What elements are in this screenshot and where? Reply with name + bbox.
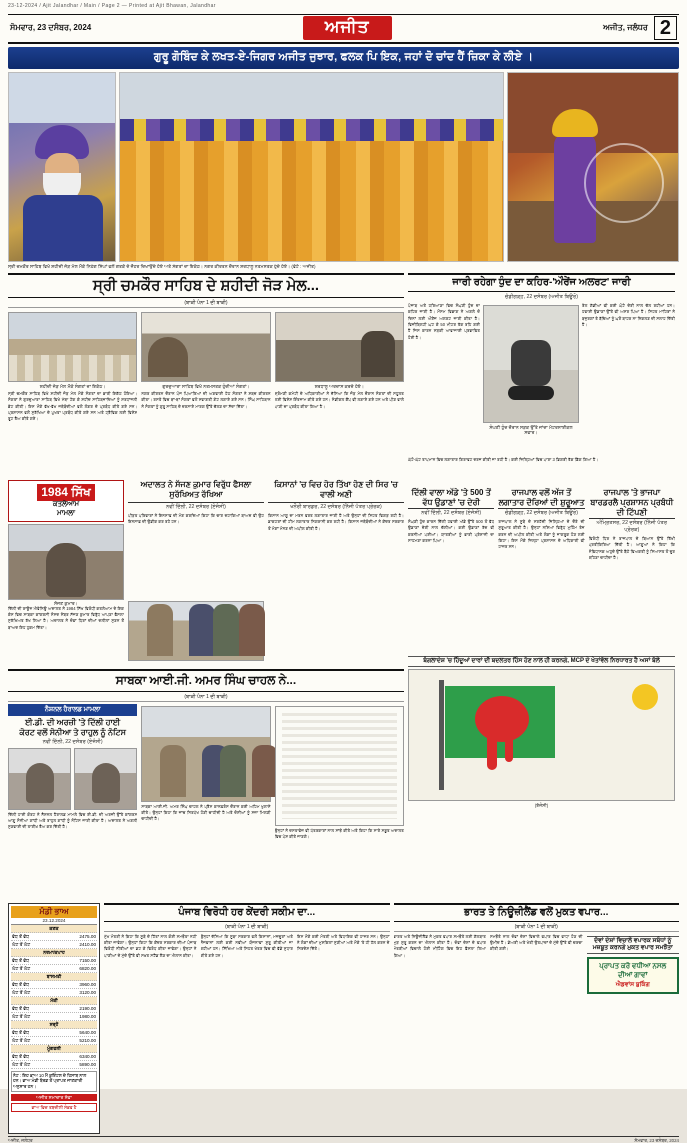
- page-number: 2: [654, 16, 677, 40]
- lead-story-photos: [8, 310, 404, 389]
- bottom-story-1-col-2: ਉਨ੍ਹਾਂ ਦੱਸਿਆ ਕਿ ਸੂਬਾ ਸਰਕਾਰ ਵਲੋਂ ਕਿਸਾਨਾਂ, ਮਜ਼ਦੂਰਾਂ ਅਤੇ ਨੌਜਵਾਨਾਂ ਲਈ ਕਈ ਨਵੀਆਂ ਯੋਜਨਾਵਾਂ ਸ਼ੁਰੂ ਕੀਤੀਆਂ ਜਾ ਰਹੀਆਂ ਹਨ। ਸਿੱਖਿਆ ਅਤੇ ਸਿਹਤ ਖੇਤਰ ਵਿਚ ਵੀ ਵੱਡੇ ਸੁਧਾਰ ਕੀਤੇ ਗਏ ਹਨ।: [200, 933, 293, 958]
- right-small-stories: [408, 488, 675, 654]
- masthead: [8, 14, 679, 44]
- print-header-strip: 23-12-2024 / Ajit Jalandhar / Main / Page 2 — Printed at Ajit Bhawan, Jalandhar: [8, 3, 216, 9]
- price-story-byline: ਨਵੀਂ ਦਿੱਲੀ, 22 ਦਸੰਬਰ (ਏਜੰਸੀ): [421, 510, 482, 517]
- hero-photo-caption: ਸ੍ਰੀ ਚਮਕੌਰ ਸਾਹਿਬ ਵਿਖੇ ਸ਼ਹੀਦੀ ਜੋੜ ਮੇਲ ਮੌਕੇ ਨਿਹੰਗ ਸਿੰਘਾਂ ਵਲੋਂ ਗਤਕੇ ਦੇ ਜੌਹਰ ਦਿਖਾਉਂਦੇ ਹੋਏ ਅਤੇ ਸੰਗਤਾਂ ਦਾ ਇਕੱਠ। ਨਗਰ ਕੀਰਤਨ ਦੌਰਾਨ ਸ਼ਰਧਾਲੂ ਨਤਮਸਤਕ ਹੁੰਦੇ ਹੋਏ। (ਫੋਟੋ : ਅਜੀਤ): [8, 264, 316, 269]
- masthead-date: ਸੋਮਵਾਰ, 23 ਦਸੰਬਰ, 2024: [10, 23, 92, 32]
- mandi-row-label: ਘੱਟ ਤੋਂ ਘੱਟ: [12, 1061, 31, 1067]
- mandi-row-value: 2410.00: [79, 941, 96, 947]
- masthead-edition: ਅਜੀਤ, ਜਲੰਧਰ: [603, 23, 648, 32]
- national-news-byline: ਨਵੀਂ ਦਿੱਲੀ, 22 ਦਸੰਬਰ (ਏਜੰਸੀ): [42, 738, 103, 745]
- lead-photo-1-caption: ਸ਼ਹੀਦੀ ਜੋੜ ਮੇਲ ਮੌਕੇ ਸੰਗਤਾਂ ਦਾ ਇਕੱਠ।: [39, 384, 106, 390]
- lead-story-headline: ਸ੍ਰੀ ਚਮਕੌਰ ਸਾਹਿਬ ਦੇ ਸ਼ਹੀਦੀ ਜੋੜ ਮੇਲ...: [92, 277, 320, 295]
- mandi-row-value: 5640.00: [79, 1029, 96, 1035]
- story-middle-headline: ਕਿਸਾਨਾਂ 'ਚ ਵਿਚ ਹੋਰ ਤਿੱਖਾ ਹੋਣ ਦੀ ਸਿਰ 'ਚ ਵਾਲੀ ਅਣੀ: [268, 480, 404, 503]
- bottom-story-1-col-1: ਮੁੱਖ ਮੰਤਰੀ ਨੇ ਕਿਹਾ ਕਿ ਸੂਬੇ ਦੇ ਹਿੱਤਾਂ ਨਾਲ ਕੋਈ ਸਮਝੌਤਾ ਨਹੀਂ ਕੀਤਾ ਜਾਵੇਗਾ। ਉਨ੍ਹਾਂ ਕਿਹਾ ਕਿ ਕੇਂਦਰ ਸਰਕਾਰ ਦੀਆਂ ਪੰਜਾਬ ਵਿਰੋਧੀ ਨੀਤੀਆਂ ਦਾ ਡਟ ਕੇ ਵਿਰੋਧ ਕੀਤਾ ਜਾਵੇਗਾ। ਉਨ੍ਹਾਂ ਨੇ ਪਾਣੀਆਂ ਦੇ ਮੁੱਦੇ ਉੱਤੇ ਵੀ ਸਖ਼ਤ ਸਟੈਂਡ ਲੈਣ ਦਾ ਐਲਾਨ ਕੀਤਾ।: [104, 933, 197, 958]
- ad-line-2: ਐਡਵਾਂਸ ਬੁਕਿੰਗ: [615, 981, 650, 988]
- mandi-title: ਮੰਡੀ ਭਾਅ: [11, 906, 97, 918]
- national-news-headline-2: ਕੋਰਟ ਵਲੋਂ ਸੋਨੀਆ ਤੇ ਰਾਹੁਲ ਨੂੰ ਨੋਟਿਸ: [19, 727, 126, 737]
- weather-body: [408, 303, 675, 455]
- weather-col-3: ਘੱਟੋ-ਘੱਟ ਤਾਪਮਾਨ ਵਿਚ ਲਗਾਤਾਰ ਗਿਰਾਵਟ ਦਰਜ ਕੀਤੀ ਜਾ ਰਹੀ ਹੈ। ਕਈ ਜ਼ਿਲ੍ਹਿਆਂ ਵਿਚ ਪਾਰਾ 3 ਡਿਗਰੀ ਤੱਕ ਡਿੱਗ ਗਿਆ ਹੈ।: [408, 457, 599, 463]
- lead-photo-3-caption: ਸ਼ਰਧਾਲੂ ਅਰਦਾਸ ਕਰਦੇ ਹੋਏ।: [314, 384, 364, 390]
- lead-story-col-1: ਸ੍ਰੀ ਚਮਕੌਰ ਸਾਹਿਬ ਵਿਖੇ ਸ਼ਹੀਦੀ ਜੋੜ ਮੇਲ ਮੌਕੇ ਸੰਗਤਾਂ ਦਾ ਭਾਰੀ ਇਕੱਠ ਹੋਇਆ। ਸੰਗਤਾਂ ਨੇ ਗੁਰਦੁਆਰਾ ਸਾਹਿਬ ਵਿਖੇ ਮੱਥਾ ਟੇਕ ਕੇ ਸ਼ਹੀਦ ਸਾਹਿਬਜ਼ਾਦਿਆਂ ਨੂੰ ਸ਼ਰਧਾਂਜਲੀ ਭੇਟ ਕੀਤੀ। ਇਸ ਮੌਕੇ ਵੱਖ-ਵੱਖ ਜਥੇਬੰਦੀਆਂ ਵਲੋਂ ਲੰਗਰ ਦੇ ਪ੍ਰਬੰਧ ਕੀਤੇ ਗਏ ਸਨ। ਪ੍ਰਸ਼ਾਸਨ ਵਲੋਂ ਸੁਰੱਖਿਆ ਦੇ ਪੁਖਤਾ ਪ੍ਰਬੰਧ ਕੀਤੇ ਗਏ ਸਨ ਅਤੇ ਟ੍ਰੈਫਿਕ ਲਈ ਵਿਸ਼ੇਸ਼ ਰੂਟ ਤੈਅ ਕੀਤੇ ਗਏ।: [8, 391, 138, 422]
- mandi-row-label: ਘੱਟ ਤੋਂ ਘੱਟ: [12, 1037, 31, 1043]
- weather-headline: ਜਾਰੀ ਰਹੇਗਾ ਧੁੰਦ ਦਾ ਕਹਿਰ-'ਔਰੇਂਜ ਅਲਰਟ' ਜਾਰੀ: [452, 277, 631, 289]
- page-footer: [8, 1136, 679, 1143]
- mandi-row-value: 6340.00: [79, 1053, 96, 1059]
- weather-photo-caption: ਸੰਘਣੀ ਧੁੰਦ ਦੌਰਾਨ ਸੜਕ ਉੱਤੇ ਜਾਂਦਾ ਮੋਟਰਸਾਈਕਲ ਸਵਾਰ।: [489, 425, 573, 436]
- bottom-story-2-extra: [587, 934, 680, 1134]
- story-1984-headline-column: [128, 480, 264, 666]
- mandi-row: [11, 933, 97, 941]
- photo-center-nagar-kirtan: [119, 72, 504, 262]
- mandi-row: [11, 1053, 97, 1061]
- national-news-body: ਦਿੱਲੀ ਹਾਈ ਕੋਰਟ ਨੇ ਨੈਸ਼ਨਲ ਹੈਰਾਲਡ ਮਾਮਲੇ ਵਿਚ ਈ.ਡੀ. ਦੀ ਅਰਜ਼ੀ ਉੱਤੇ ਕਾਂਗਰਸ ਆਗੂ ਸੋਨੀਆ ਗਾਂਧੀ ਅਤੇ ਰਾਹੁਲ ਗਾਂਧੀ ਨੂੰ ਨੋਟਿਸ ਜਾਰੀ ਕੀਤਾ ਹੈ। ਅਦਾਲਤ ਨੇ ਅਗਲੀ ਸੁਣਵਾਈ ਦੀ ਤਾਰੀਖ਼ ਤੈਅ ਕਰ ਦਿੱਤੀ ਹੈ।: [8, 811, 138, 830]
- lead-photo-2: [141, 312, 270, 382]
- mandi-row: [11, 1013, 97, 1021]
- chahal-document-photo: [275, 706, 404, 826]
- mandi-row-label: ਘੱਟ ਤੋਂ ਘੱਟ: [12, 1013, 31, 1019]
- photo-left-singh: [8, 72, 116, 262]
- weather-headline-bar: [408, 273, 675, 292]
- bottom-section: [8, 903, 679, 1134]
- mandi-row-value: 7150.00: [79, 957, 96, 963]
- mandi-row: [11, 941, 97, 949]
- lead-photo-2-caption: ਗੁਰਦੁਆਰਾ ਸਾਹਿਬ ਵਿਖੇ ਨਤਮਸਤਕ ਹੁੰਦੀਆਂ ਸੰਗਤਾਂ।: [162, 384, 250, 390]
- portrait-sonia: [8, 748, 71, 810]
- bottom-story-1-col-3: ਇਸ ਮੌਕੇ ਕਈ ਮੰਤਰੀ ਅਤੇ ਵਿਧਾਇਕ ਵੀ ਹਾਜ਼ਰ ਸਨ। ਉਨ੍ਹਾਂ ਨੇ ਲੋਕਾਂ ਦੀਆਂ ਮੁਸ਼ਕਿਲਾਂ ਸੁਣੀਆਂ ਅਤੇ ਮੌਕੇ 'ਤੇ ਹੀ ਹੱਲ ਕਰਨ ਦੇ ਨਿਰਦੇਸ਼ ਦਿੱਤੇ।: [297, 933, 390, 952]
- lead-story-column: [8, 273, 404, 900]
- bottom-story-1-headline-bar: [104, 903, 390, 922]
- mandi-row-value: 3960.00: [79, 981, 96, 987]
- mandi-row: [11, 1029, 97, 1037]
- mandi-footer: ਅਜੀਤ ਸਮਾਚਾਰ ਸੇਵਾ: [11, 1094, 97, 1101]
- lead-story-byline: (ਬਾਕੀ ਪੰਨਾ 1 ਦੀ ਬਾਕੀ): [8, 300, 404, 308]
- story-1984-byline: ਨਵੀਂ ਦਿੱਲੀ, 22 ਦਸੰਬਰ (ਏਜੰਸੀ): [166, 504, 226, 511]
- weather-body-2: [408, 457, 675, 485]
- right-story-2-body: ਵਿਰੋਧੀ ਧਿਰ ਨੇ ਰਾਜਪਾਲ ਦੇ ਬਿਆਨ ਉੱਤੇ ਤਿੱਖੀ ਪ੍ਰਤੀਕਿਰਿਆ ਦਿੱਤੀ ਹੈ। ਆਗੂਆਂ ਨੇ ਕਿਹਾ ਕਿ ਸੰਵਿਧਾਨਕ ਅਹੁਦੇ ਉੱਤੇ ਬੈਠੇ ਵਿਅਕਤੀ ਨੂੰ ਸਿਆਸਤ ਤੋਂ ਦੂਰ ਰਹਿਣਾ ਚਾਹੀਦਾ ਹੈ।: [588, 536, 675, 561]
- mandi-row: [11, 1005, 97, 1013]
- right-story-1-headline: ਰਾਜਪਾਲ ਵਲੋਂ ਅੱਜ ਤੋਂ ਲਗਾਤਾਰ ਦੌਰਿਆਂ ਦੀ ਸ਼ੁਰੂਆਤ: [498, 488, 585, 508]
- weather-photo-motorcycle: [483, 305, 579, 423]
- story-1984-body: ਦਿੱਲੀ ਦੀ ਰਾਊਜ਼ ਐਵੇਨਿਊ ਅਦਾਲਤ ਨੇ 1984 ਸਿੱਖ ਵਿਰੋਧੀ ਕਤਲੇਆਮ ਦੇ ਇਕ ਕੇਸ ਵਿਚ ਸਾਬਕਾ ਕਾਂਗਰਸੀ ਸੰਸਦ ਮੈਂਬਰ ਸੱਜਣ ਕੁਮਾਰ ਵਿਰੁੱਧ ਆਪਣਾ ਫੈਸਲਾ ਸੁਰੱਖਿਅਤ ਰੱਖ ਲਿਆ ਹੈ। ਅਦਾਲਤ ਨੇ ਦੋਵਾਂ ਧਿਰਾਂ ਦੀਆਂ ਦਲੀਲਾਂ ਸੁਣਨ ਤੋਂ ਬਾਅਦ ਇਹ ਹੁਕਮ ਦਿੱਤਾ।: [8, 605, 124, 630]
- footer-right: ਸੋਮਵਾਰ, 23 ਦਸੰਬਰ, 2024: [634, 1137, 679, 1143]
- chahal-col-2: ਉਨ੍ਹਾਂ ਨੇ ਦਸਤਾਵੇਜ਼ ਵੀ ਪੱਤਰਕਾਰਾਂ ਨਾਲ ਸਾਂਝੇ ਕੀਤੇ ਅਤੇ ਕਿਹਾ ਕਿ ਸਾਰੇ ਸਬੂਤ ਅਦਾਲਤ ਵਿਚ ਪੇਸ਼ ਕੀਤੇ ਜਾਣਗੇ।: [274, 827, 404, 839]
- mandi-row: [11, 1037, 97, 1045]
- political-cartoon: [408, 669, 675, 801]
- mandi-row: [11, 989, 97, 997]
- weather-byline: ਚੰਡੀਗੜ੍ਹ, 22 ਦਸੰਬਰ (ਅਜੀਤ ਬਿਊਰੋ): [505, 294, 578, 301]
- second-band: [8, 480, 404, 666]
- story-middle-body: ਕਿਸਾਨ ਆਗੂ ਦਾ ਮਰਨ ਵਰਤ ਲਗਾਤਾਰ ਜਾਰੀ ਹੈ ਅਤੇ ਉਨ੍ਹਾਂ ਦੀ ਸਿਹਤ ਵਿਗੜ ਰਹੀ ਹੈ। ਡਾਕਟਰਾਂ ਦੀ ਟੀਮ ਲਗਾਤਾਰ ਨਿਗਰਾਨੀ ਕਰ ਰਹੀ ਹੈ। ਕਿਸਾਨ ਜਥੇਬੰਦੀਆਂ ਨੇ ਕੇਂਦਰ ਸਰਕਾਰ ਤੋਂ ਮੰਗਾਂ ਮੰਨਣ ਦੀ ਅਪੀਲ ਕੀਤੀ ਹੈ।: [268, 513, 404, 531]
- chahal-col-1: ਸਾਬਕਾ ਆਈ.ਜੀ. ਅਮਰ ਸਿੰਘ ਚਾਹਲ ਨੇ ਪ੍ਰੈਸ ਕਾਨਫ਼ਰੰਸ ਦੌਰਾਨ ਕਈ ਅਹਿਮ ਖੁਲਾਸੇ ਕੀਤੇ। ਉਨ੍ਹਾਂ ਕਿਹਾ ਕਿ ਜਾਂਚ ਨਿਰਪੱਖ ਹੋਣੀ ਚਾਹੀਦੀ ਹੈ ਅਤੇ ਦੋਸ਼ੀਆਂ ਨੂੰ ਸਜ਼ਾ ਮਿਲਣੀ ਚਾਹੀਦੀ ਹੈ।: [141, 803, 271, 822]
- mandi-category: ਮੂੰਗਫਲੀ: [11, 1045, 97, 1053]
- mandi-row-label: ਵੱਧ ਤੋਂ ਵੱਧ: [12, 1053, 30, 1059]
- story-1984-box: [8, 480, 124, 522]
- story-middle-byline: ਖਨੌਰੀ ਬਾਰਡਰ, 22 ਦਸੰਬਰ (ਨਿੱਜੀ ਪੱਤਰ ਪ੍ਰੇਰਕ): [290, 504, 382, 511]
- lead-story-headline-bar: [8, 273, 404, 298]
- bottom-story-1-headline: ਪੰਜਾਬ ਵਿਰੋਧੀ ਹਰ ਕੇਂਦਰੀ ਸਕੀਮ ਦਾ...: [178, 906, 316, 918]
- bottom-story-2-byline: (ਬਾਕੀ ਪੰਨਾ 1 ਦੀ ਬਾਕੀ): [394, 924, 680, 932]
- lead-photo-3: [275, 312, 404, 382]
- national-news-portraits: [8, 748, 137, 810]
- mandi-date: 23.12.2024: [11, 918, 97, 925]
- mandi-row-label: ਵੱਧ ਤੋਂ ਵੱਧ: [12, 981, 30, 987]
- mandi-category: ਸਰ੍ਹੋਂ: [11, 1021, 97, 1029]
- bottom-story-2-col-1: ਭਾਰਤ ਅਤੇ ਨਿਊਜ਼ੀਲੈਂਡ ਨੇ ਮੁਕਤ ਵਪਾਰ ਸਮਝੌਤੇ ਲਈ ਗੱਲਬਾਤ ਮੁੜ ਸ਼ੁਰੂ ਕਰਨ ਦਾ ਐਲਾਨ ਕੀਤਾ ਹੈ। ਦੋਵਾਂ ਦੇਸ਼ਾਂ ਦੇ ਵਪਾਰ ਮੰਤਰੀਆਂ ਵਿਚਾਲੇ ਹੋਈ ਮੀਟਿੰਗ ਵਿਚ ਇਹ ਫ਼ੈਸਲਾ ਲਿਆ ਗਿਆ।: [393, 933, 486, 958]
- price-story-body: ਸੰਘਣੀ ਧੁੰਦ ਕਾਰਨ ਦਿੱਲੀ ਹਵਾਈ ਅੱਡੇ ਉੱਤੇ 500 ਤੋਂ ਵੱਧ ਉਡਾਣਾਂ ਦੇਰੀ ਨਾਲ ਚੱਲੀਆਂ। ਕਈ ਉਡਾਣਾਂ ਰੱਦ ਵੀ ਕਰਨੀਆਂ ਪਈਆਂ। ਯਾਤਰੀਆਂ ਨੂੰ ਭਾਰੀ ਪ੍ਰੇਸ਼ਾਨੀ ਦਾ ਸਾਹਮਣਾ ਕਰਨਾ ਪਿਆ।: [408, 519, 495, 544]
- story-1984-kw1: ਕਤਲੇਆਮ: [52, 501, 80, 509]
- mandi-price-table: [8, 903, 100, 1134]
- mandi-row-label: ਘੱਟ ਤੋਂ ਘੱਟ: [12, 989, 31, 995]
- chahal-press-photo: [141, 706, 270, 802]
- bottom-story-2-headline: ਭਾਰਤ ਤੇ ਨਿਊਜ਼ੀਲੈਂਡ ਵਲੋਂ ਮੁਕਤ ਵਪਾਰ...: [464, 906, 609, 918]
- mandi-row-value: 5210.00: [79, 1037, 96, 1043]
- price-story-headline: ਦਿੱਲੀ ਵਾਲਾ ਅੱਡੇ 'ਤੇ 500 ਤੋਂ ਵੱਧ ਉਡਾਣਾਂ 'ਚ ਦੇਰੀ: [408, 488, 494, 509]
- chahal-headline-bar: [8, 669, 404, 692]
- weather-col-1: ਪੰਜਾਬ ਅਤੇ ਹਰਿਆਣਾ ਵਿਚ ਸੰਘਣੀ ਧੁੰਦ ਦਾ ਕਹਿਰ ਜਾਰੀ ਹੈ। ਮੌਸਮ ਵਿਭਾਗ ਨੇ ਅਗਲੇ ਦੋ ਦਿਨਾਂ ਲਈ ਔਰੇਂਜ ਅਲਰਟ ਜਾਰੀ ਕੀਤਾ ਹੈ। ਵਿਜ਼ੀਬਿਲਟੀ ਘਟ ਕੇ 50 ਮੀਟਰ ਤੱਕ ਰਹਿ ਗਈ ਹੈ ਜਿਸ ਕਾਰਨ ਸੜਕੀ ਆਵਾਜਾਈ ਪ੍ਰਭਾਵਿਤ ਹੋਈ ਹੈ।: [408, 303, 480, 340]
- mandi-row-value: 2190.00: [79, 1005, 96, 1011]
- portrait-rahul: [74, 748, 137, 810]
- national-news-bar: ਨੈਸ਼ਨਲ ਹੈਰਾਲਡ ਮਾਮਲਾ: [8, 704, 137, 716]
- mandi-row-value: 2475.00: [79, 933, 96, 939]
- story-1984-kw2: ਮਾਮਲਾ: [57, 509, 75, 517]
- chahal-body: [8, 704, 404, 900]
- mandi-footer-2: ਭਾਅ ਵਿਚ ਤਬਦੀਲੀ ਸੰਭਵ ਹੈ: [11, 1103, 97, 1112]
- mandi-row-label: ਵੱਧ ਤੋਂ ਵੱਧ: [12, 1029, 30, 1035]
- lead-story-body: [8, 391, 404, 477]
- mandi-row-label: ਵੱਧ ਤੋਂ ਵੱਧ: [12, 957, 30, 963]
- bottom-story-1: [104, 903, 390, 1134]
- mandi-note: ਨੋਟ : ਇਹ ਭਾਅ 10 ਮੈਂ ਕੁਇੰਟਲ ਦੇ ਹਿਸਾਬ ਨਾਲ ਹਨ। ਭਾਅ ਮੰਡੀ ਬੋਰਡ ਤੋਂ ਪ੍ਰਾਪਤ ਜਾਣਕਾਰੀ ਅਨੁਸਾਰ ਹਨ।: [11, 1071, 97, 1092]
- weather-col-2: ਰੇਲ ਗੱਡੀਆਂ ਵੀ ਕਈ ਘੰਟੇ ਦੇਰੀ ਨਾਲ ਚੱਲ ਰਹੀਆਂ ਹਨ। ਹਵਾਈ ਉਡਾਣਾਂ ਉੱਤੇ ਵੀ ਅਸਰ ਪਿਆ ਹੈ। ਸਿਹਤ ਮਾਹਿਰਾਂ ਨੇ ਬਜ਼ੁਰਗਾਂ ਤੇ ਬੱਚਿਆਂ ਨੂੰ ਘਰੋਂ ਬਾਹਰ ਨਾ ਨਿਕਲਣ ਦੀ ਸਲਾਹ ਦਿੱਤੀ ਹੈ।: [582, 303, 675, 328]
- mandi-row-value: 5890.00: [79, 1061, 96, 1067]
- mandi-row-value: 6820.00: [79, 965, 96, 971]
- bottom-story-1-byline: (ਬਾਕੀ ਪੰਨਾ 1 ਦੀ ਬਾਕੀ): [104, 924, 390, 932]
- badge-1984: 1984 ਸਿੱਖ: [37, 484, 95, 501]
- right-story-2-byline: ਅੰਮ੍ਰਿਤਸਰ, 22 ਦਸੰਬਰ (ਨਿੱਜੀ ਪੱਤਰ ਪ੍ਰੇਰਕ): [596, 520, 668, 534]
- hero-photo-row: [8, 72, 679, 262]
- masthead-logo-wrap: [91, 16, 603, 40]
- bottom-story-2-headline-bar: [394, 903, 680, 922]
- mandi-category: ਨਰਮਾ/ਕਪਾਹ: [11, 949, 97, 957]
- mandi-row: [11, 965, 97, 973]
- story-middle-column: [268, 480, 404, 666]
- chahal-headline: ਸਾਬਕਾ ਆਈ.ਜੀ. ਅਮਰ ਸਿੰਘ ਚਾਹਲ ਨੇ...: [115, 672, 297, 687]
- footer-left: ਅਜੀਤ, ਜਲੰਧਰ: [8, 1137, 33, 1143]
- right-story-1-byline: ਚੰਡੀਗੜ੍ਹ, 22 ਦਸੰਬਰ (ਅਜੀਤ ਬਿਊਰੋ): [504, 510, 578, 517]
- bottom-story-2-subhead: ਦੋਵਾਂ ਦੇਸ਼ਾਂ ਵਿਚਾਲੇ ਵਪਾਰਕ ਸਬੰਧਾਂ ਨੂੰ ਮਜ਼ਬੂਤ ਕਰਨਗੇ ਮੁਕਤ ਵਪਾਰ ਸਮਝੌਤਾ: [587, 936, 680, 954]
- mandi-category: ਬਾਸਮਤੀ: [11, 973, 97, 981]
- advertisement-box[interactable]: [587, 957, 680, 994]
- right-story-1-body: ਰਾਜਪਾਲ ਨੇ ਸੂਬੇ ਦੇ ਸਰਹੱਦੀ ਜ਼ਿਲ੍ਹਿਆਂ ਦੇ ਦੌਰੇ ਦੀ ਸ਼ੁਰੂਆਤ ਕੀਤੀ ਹੈ। ਉਨ੍ਹਾਂ ਨਸ਼ਿਆਂ ਵਿਰੁੱਧ ਮੁਹਿੰਮ ਤੇਜ਼ ਕਰਨ ਦੀ ਅਪੀਲ ਕੀਤੀ ਅਤੇ ਲੋਕਾਂ ਨੂੰ ਜਾਗਰੂਕ ਹੋਣ ਲਈ ਕਿਹਾ। ਇਸ ਮੌਕੇ ਜ਼ਿਲ੍ਹਾ ਪ੍ਰਸ਼ਾਸਨ ਦੇ ਅਧਿਕਾਰੀ ਵੀ ਹਾਜ਼ਰ ਸਨ।: [498, 519, 585, 550]
- lead-photo-1: [8, 312, 137, 382]
- bottom-story-2: [394, 903, 680, 1134]
- mandi-row: [11, 957, 97, 965]
- story-1984-column: [8, 480, 124, 666]
- photo-right-gatka: [507, 72, 679, 262]
- mandi-row-value: 3120.00: [79, 989, 96, 995]
- farmers-photo: [128, 601, 264, 661]
- main-content-area: [8, 273, 679, 900]
- mandi-row-label: ਘੱਟ ਤੋਂ ਘੱਟ: [12, 941, 31, 947]
- chahal-byline: (ਬਾਕੀ ਪੰਨਾ 1 ਦੀ ਬਾਕੀ): [8, 694, 404, 702]
- top-banner-quote: ਗੁਰੂ ਗੋਬਿੰਦ ਕੇ ਲਖਤ-ਏ-ਜਿਗਰ ਅਜੀਤ ਜੁਝਾਰ, ਫਲਕ ਪਿ ਇਕ, ਜਹਾਂ ਦੋ ਚਾਂਦ ਹੈਂ ਜ਼ਿਕਾ ਕੇ ਲੀਏ ।: [8, 47, 679, 69]
- bottom-story-2-col-2: ਸਮਝੌਤੇ ਨਾਲ ਦੋਵਾਂ ਦੇਸ਼ਾਂ ਵਿਚਾਲੇ ਵਪਾਰ ਵਿਚ ਵਾਧਾ ਹੋਣ ਦੀ ਉਮੀਦ ਹੈ। ਡੇਅਰੀ ਅਤੇ ਖੇਤੀ ਉਤਪਾਦਾਂ ਦੇ ਮੁੱਦੇ ਉੱਤੇ ਵੀ ਚਰਚਾ ਕੀਤੀ ਗਈ।: [490, 933, 583, 952]
- right-column: [408, 273, 675, 900]
- mandi-category: ਮੱਕੀ: [11, 997, 97, 1005]
- mandi-row-label: ਵੱਧ ਤੋਂ ਵੱਧ: [12, 933, 30, 939]
- cartoon-headline: ਬੰਗਲਾਦੇਸ਼ 'ਚ ਹਿੰਦੂਆਂ ਦਾਰਾਂ ਦੀ ਬਦਲਤਰ ਹਿੰਸ ਹੋਣ ਨਾਲ ਹੀ ਕਰਨਗੇ, MCP ਦੇ ਖੇਤਾਂਵੱਲ ਨਿਰਧਾਰਤ ਹੈ ਅਸਾਂ ਬੋਲੇ: [408, 656, 675, 667]
- national-news-headline-1: ਈ.ਡੀ. ਦੀ ਅਰਜ਼ੀ 'ਤੇ ਦਿੱਲੀ ਹਾਈ: [25, 717, 121, 727]
- ad-line-1: ਪ੍ਰਾਪਤ ਕਰੋ ਵਧੀਆ ਨਸਲ ਦੀਆਂ ਗਾਵਾਂ: [599, 962, 667, 979]
- lead-story-col-2: ਨਗਰ ਕੀਰਤਨ ਦੌਰਾਨ ਪੰਜ ਪਿਆਰਿਆਂ ਦੀ ਅਗਵਾਈ ਹੇਠ ਸੰਗਤਾਂ ਨੇ ਸ਼ਬਦ ਕੀਰਤਨ ਕੀਤਾ। ਰਸਤੇ ਵਿਚ ਥਾਂ-ਥਾਂ ਸੰਗਤਾਂ ਵਲੋਂ ਸਵਾਗਤੀ ਗੇਟ ਲਗਾਏ ਗਏ ਸਨ। ਸਿੰਘ ਸਾਹਿਬਾਨ ਨੇ ਸੰਗਤਾਂ ਨੂੰ ਗੁਰੂ ਸਾਹਿਬ ਦੇ ਦਰਸਾਏ ਮਾਰਗ ਉੱਤੇ ਚੱਲਣ ਦਾ ਸੱਦਾ ਦਿੱਤਾ।: [141, 391, 271, 409]
- mandi-row-label: ਘੱਟ ਤੋਂ ਘੱਟ: [12, 965, 31, 971]
- bottom-story-1-body: [104, 934, 390, 1134]
- newspaper-logo: ਅਜੀਤ: [303, 16, 392, 40]
- story-1984-portrait: [8, 524, 124, 600]
- mandi-category: ਕਣਕ: [11, 925, 97, 933]
- lead-story-col-3: ਸ਼੍ਰੋਮਣੀ ਕਮੇਟੀ ਦੇ ਅਧਿਕਾਰੀਆਂ ਨੇ ਦੱਸਿਆ ਕਿ ਜੋੜ ਮੇਲ ਦੌਰਾਨ ਸੰਗਤਾਂ ਦੀ ਸਹੂਲਤ ਲਈ ਵਿਸ਼ੇਸ਼ ਇੰਤਜ਼ਾਮ ਕੀਤੇ ਗਏ ਹਨ। ਮੈਡੀਕਲ ਕੈਂਪ ਵੀ ਲਗਾਏ ਗਏ ਹਨ ਅਤੇ ਪੀਣ ਵਾਲੇ ਪਾਣੀ ਦਾ ਪ੍ਰਬੰਧ ਕੀਤਾ ਗਿਆ ਹੈ।: [274, 391, 404, 409]
- mandi-row-label: ਵੱਧ ਤੋਂ ਵੱਧ: [12, 1005, 30, 1011]
- story-1984-photo-caption: ਸੱਜਣ ਕੁਮਾਰ।: [54, 600, 78, 606]
- story-1984-body-2: ਪੀੜਤ ਪਰਿਵਾਰਾਂ ਨੇ ਇਨਸਾਫ਼ ਦੀ ਮੰਗ ਕਰਦਿਆਂ ਕਿਹਾ ਕਿ ਚਾਰ ਦਹਾਕਿਆਂ ਬਾਅਦ ਵੀ ਉਹ ਇਨਸਾਫ਼ ਦੀ ਉਡੀਕ ਕਰ ਰਹੇ ਹਨ।: [128, 513, 264, 525]
- mandi-row: [11, 1061, 97, 1069]
- masthead-right: [603, 16, 677, 40]
- cartoon-byline: (ਏਜੰਸੀ): [534, 803, 549, 809]
- story-1984-headline: ਅਦਾਲਤ ਨੇ ਸੱਜਣ ਕੁਮਾਰ ਵਿਰੁੱਧ ਫੈਸਲਾ ਸੁਰੱਖਿਅਤ ਰੱਖਿਆ: [128, 480, 264, 503]
- right-story-2-headline: ਰਾਜਪਾਲ 'ਤੇ ਭਾਜਪਾ ਬਾਰਡਰਲੈ ਪ੍ਰਸ਼ਾਸਨ ਪ੍ਰਬੰਧੀ ਦੀ ਟਿੱਪਣੀ: [590, 488, 674, 518]
- bottom-story-2-body: [394, 934, 680, 1134]
- mandi-row: [11, 981, 97, 989]
- mandi-row-value: 1980.00: [79, 1013, 96, 1019]
